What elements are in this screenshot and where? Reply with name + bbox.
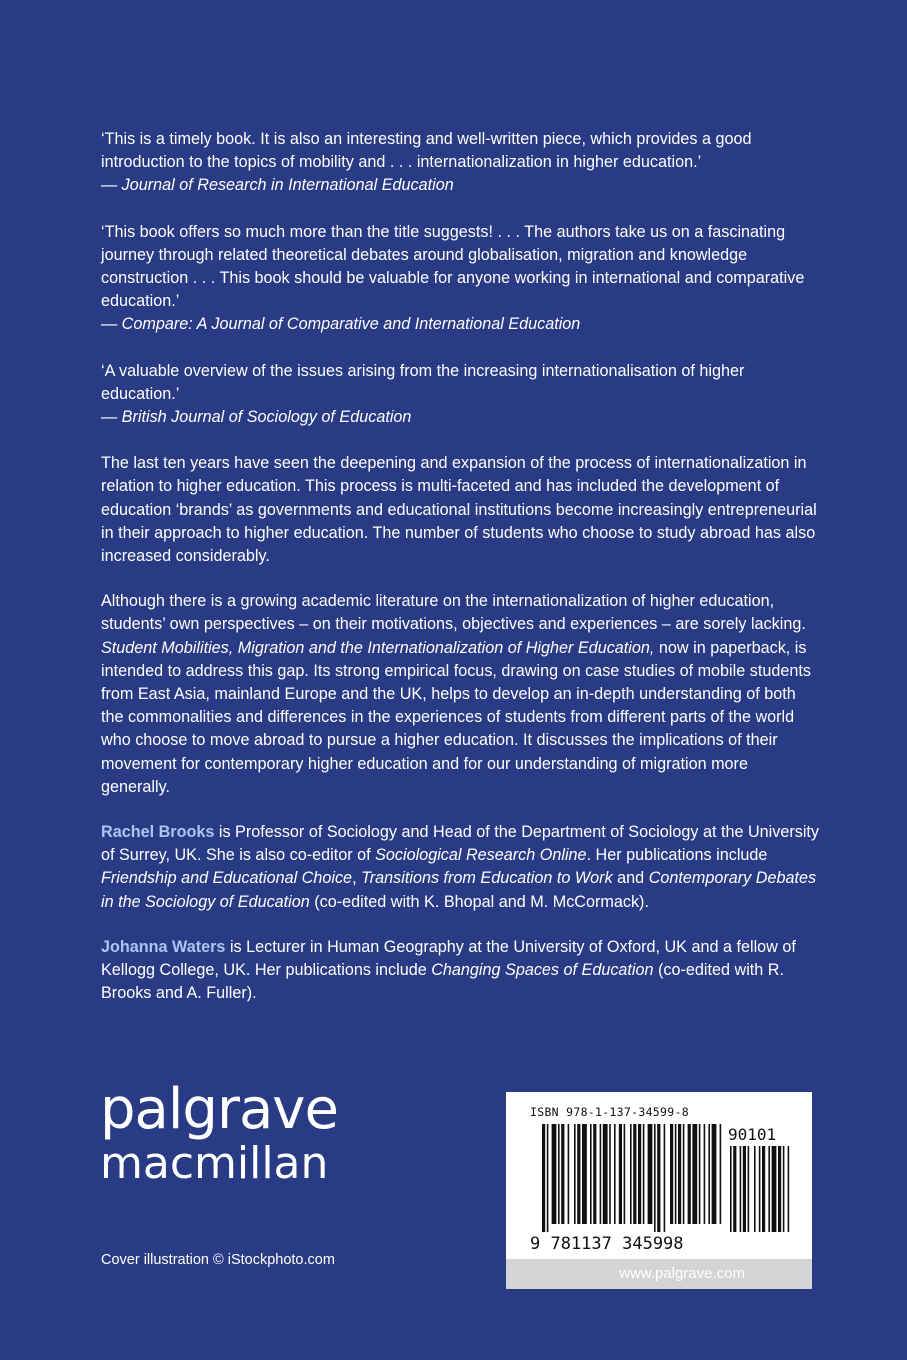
para2-rest: now in paperback, is intended to address this gap. Its strong empirical focus, drawing on case studies of mobile students from East Asia, mainland Europe and the UK, helps to develop an in-depth understanding of both the commonalities and differences in the experiences of students from different parts of the world who choose to move abroad to pursue a higher education. It discusses the implications of their movement for contemporary higher education and for our understanding of migration more generally. <box>101 638 811 796</box>
logo-line-macmillan: macmillan <box>100 1138 329 1189</box>
barcode-bar <box>624 1124 626 1224</box>
barcode-bar <box>603 1124 608 1224</box>
barcode-bar <box>577 1124 580 1224</box>
publication-title: Friendship and Educational Choice <box>101 869 353 888</box>
barcode-bar <box>590 1124 592 1224</box>
barcode-bar <box>675 1124 677 1224</box>
barcode-bar <box>630 1124 632 1224</box>
barcode-bar <box>730 1146 732 1232</box>
review-3 <box>101 360 821 430</box>
barcode-bar <box>783 1146 785 1232</box>
barcode-bar <box>547 1124 549 1232</box>
barcode-bar <box>654 1124 656 1232</box>
barcode-bar <box>568 1124 570 1224</box>
barcode-bar <box>614 1124 616 1224</box>
barcode-bar <box>643 1124 645 1224</box>
barcode-bar <box>561 1124 564 1224</box>
publisher-logo <box>100 1077 338 1189</box>
barcode-bar <box>678 1124 681 1224</box>
barcode-bar <box>688 1124 691 1224</box>
barcode-bar <box>683 1124 685 1224</box>
barcode-bar <box>542 1124 545 1232</box>
barcode-bar <box>708 1124 710 1224</box>
price-code: 90101 <box>728 1125 777 1144</box>
barcode-digits: 9 781137 345998 <box>530 1234 684 1254</box>
barcode-bar <box>759 1146 761 1232</box>
review-1 <box>101 128 821 198</box>
publisher-url: www.palgrave.com <box>619 1265 745 1282</box>
back-cover-text <box>101 128 821 1028</box>
barcode-bar <box>664 1124 666 1232</box>
review-source: — Journal of Research in International Education <box>101 176 454 195</box>
description-paragraph-1: The last ten years have seen the deepening and expansion of the process of internationalization in relation to higher education. This process is multi-faceted and has included the development of education ‘brands’ as governments and educational institutions become increasingly entrepreneurial in their approach to higher education. The number of students who choose to study abroad has also increased considerably. <box>101 454 817 566</box>
barcode-bar <box>743 1146 746 1232</box>
barcode-bar <box>638 1124 641 1224</box>
barcode-bar <box>772 1146 777 1232</box>
review-quote: ‘A valuable overview of the issues arising from the increasing internationalisation of higher education.’ <box>101 361 745 403</box>
barcode-bar <box>768 1146 770 1232</box>
barcode-bar <box>740 1146 742 1232</box>
publication-title: Contemporary Debates in the Sociology of Education <box>101 869 817 911</box>
barcode-bar <box>762 1146 765 1232</box>
isbn-label: ISBN 978-1-137-34599-8 <box>530 1105 689 1119</box>
barcode-bar <box>748 1146 750 1232</box>
description-paragraph-2 <box>101 590 821 799</box>
review-quote: ‘This is a timely book. It is also an interesting and well-written piece, which provides a good introduction to the topics of mobility and . . . internationalization in higher education.’ <box>101 130 752 172</box>
review-quote: ‘This book offers so much more than the title suggests! . . . The authors take us on a fascinating journey through related theoretical debates around globalisation, migration and knowledge construction . . . This book should be valuable for anyone working in international and comparative education.’ <box>101 222 805 311</box>
barcode-bar <box>692 1124 697 1224</box>
barcode-bar <box>778 1146 781 1232</box>
barcode-bar <box>619 1124 622 1224</box>
para2-intro: Although there is a growing academic literature on the internationalization of higher education, students’ own perspectives – on their motivations, objectives and experiences – are sorely lacking. <box>101 592 806 634</box>
barcode-bar <box>633 1124 636 1224</box>
barcode-box <box>506 1092 812 1289</box>
barcode-bar <box>699 1124 701 1224</box>
publisher-url-bar <box>506 1259 812 1289</box>
author-name: Johanna Waters <box>101 937 226 956</box>
barcode-bar <box>754 1146 756 1232</box>
cover-credit: Cover illustration © iStockphoto.com <box>101 1252 335 1268</box>
barcode-bar <box>609 1124 611 1224</box>
barcode-bar <box>657 1124 660 1232</box>
barcode-bar <box>733 1146 736 1232</box>
barcode-bar <box>600 1124 602 1224</box>
author-bio-brooks: Rachel Brooks is Professor of Sociology and Head of the Department of Sociology at the University of Surrey, UK. She is also co-editor of Sociological Research Online. Her publications include Friendship and Educational Choice, Transitions from Education to Work and Contemporary Debates in the Sociology of Education (co-edited with K. Bhopal and M. McCormack). <box>101 823 820 911</box>
barcode-bar <box>582 1124 587 1224</box>
journal-title: Sociological Research Online <box>375 846 587 865</box>
barcode-bar <box>720 1124 722 1224</box>
barcode-bar <box>552 1124 557 1224</box>
barcode-bar <box>558 1124 560 1224</box>
book-title: Student Mobilities, Migration and the Internationalization of Higher Education, <box>101 638 655 657</box>
review-2 <box>101 221 821 337</box>
barcode-icon <box>530 1122 792 1254</box>
barcode-bar <box>704 1124 706 1224</box>
author-name: Rachel Brooks <box>101 823 215 842</box>
review-source: — Compare: A Journal of Comparative and International Education <box>101 315 581 334</box>
logo-line-palgrave: palgrave <box>100 1077 338 1142</box>
publication-title: Changing Spaces of Education <box>431 961 654 980</box>
author-bio-waters: Johanna Waters is Lecturer in Human Geography at the University of Oxford, UK and a fellow of Kellogg College, UK. Her publications include Changing Spaces of Education (co-edited with R. Brooks and A. Fuller). <box>101 937 796 1003</box>
barcode-bar <box>593 1124 596 1224</box>
review-source: — British Journal of Sociology of Education <box>101 408 412 427</box>
barcode-bar <box>788 1146 790 1232</box>
publication-title: Transitions from Education to Work <box>361 869 613 888</box>
barcode-bar <box>574 1124 576 1224</box>
barcode-bar <box>712 1124 717 1224</box>
barcode-bar <box>670 1124 673 1224</box>
barcode-bar <box>648 1124 653 1224</box>
